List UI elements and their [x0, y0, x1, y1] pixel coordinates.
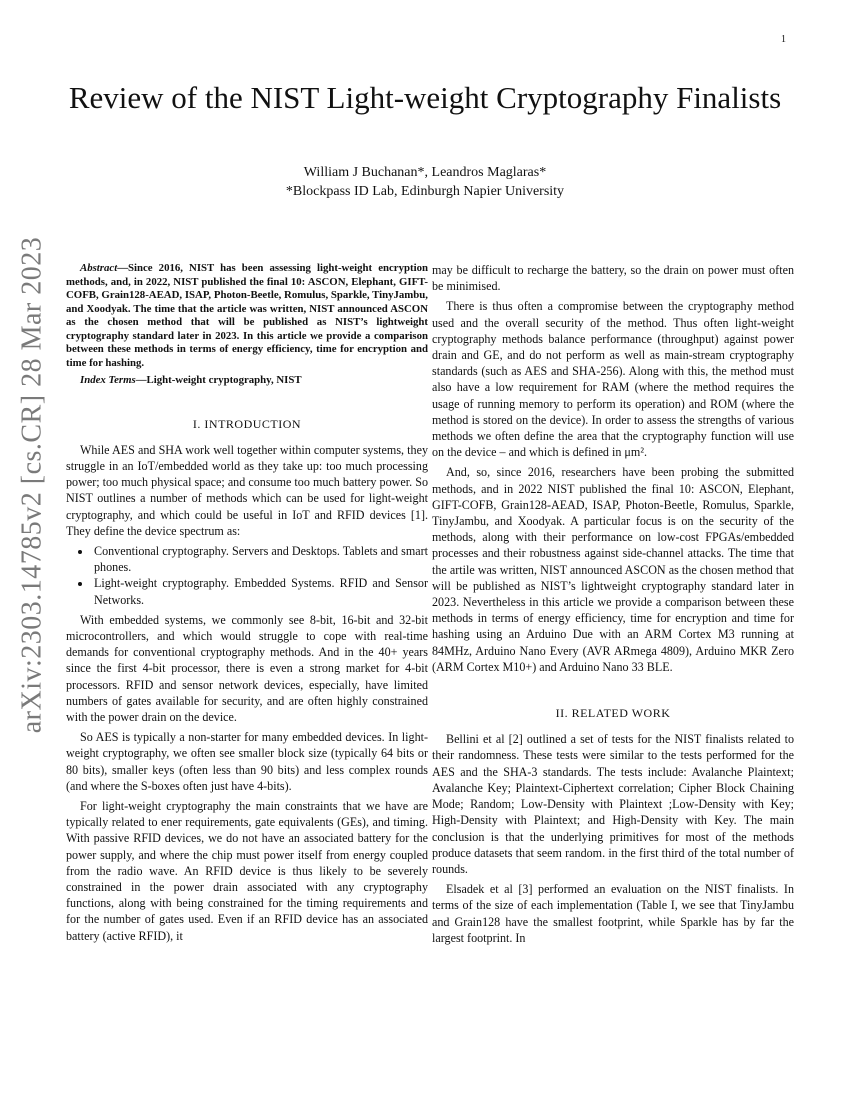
intro-paragraph-2: With embedded systems, we commonly see 8-bit, 16-bit and 32-bit microcontrollers, and which would struggle to cope with real-time demands for conventional cryptography methods. And in the 40+ years since the first 4-bit processor, there is even a strong market for 4-bit processors. RFID and sensor network devices, especially, have limited numbers of gates available for security, and are often highly constrained with the power drain on the device.: [66, 612, 428, 724]
list-item: • Light-weight cryptography. Embedded Systems. RFID and Sensor Networks.: [92, 575, 428, 607]
index-terms-label: Index Terms: [80, 374, 136, 386]
intro-paragraph-3: So AES is typically a non-starter for many embedded devices. In light-weight cryptography, we often see smaller block size (typically 64 bits or 80 bits), smaller keys (often less than 90 bits) and less complex rounds (and where the S-boxes often just have 4-bits).: [66, 730, 428, 793]
intro-paragraph-6: And, so, since 2016, researchers have been probing the submitted methods, and in 2022 NIST published the final 10: ASCON, Elephant, GIFT-COFB, Grain128-AEAD, ISAP, Photon-Beetle, Romulus, Sparkle, TinyJambu, and Xoodyak. A particular focus is on the security of the methods, along with their performance on low-cost FPGAs/embedded processes and their robustness against side-channel attacks. The time that the artile was written, NIST announced ASCON as the chosen method that will be published as NIST’s lightweight cryptography standard later in 2023. Nevertheless in this article we provide a comparison between these methods in terms of energy efficiency, time for encryption and time for hashing using an Arduino Due with an ARM Cortex M3 running at 84MHz, Arduino Nano Every (AVR ARmega 4809), Arduino MKR Zero (ARM Cortex M10+) and Arduino Nano 33 BLE.: [432, 465, 794, 674]
author-names: William J Buchanan*, Leandros Maglaras*: [303, 165, 547, 180]
section-heading-related-work: II. RELATED WORK: [555, 706, 671, 721]
index-terms-text: —Light-weight cryptography, NIST: [135, 374, 302, 386]
right-column: [432, 262, 794, 946]
intro-paragraph-5: There is thus often a compromise between the cryptography method used and the overall security of the method. Thus often light-weight cryptography methods balance performance (throughput) against power drain and GE, and do not perform as well as main-stream cryptography standards (such as AES and SHA-256). Along with this, the method must also have a low requirement for RAM (where the method requires the usage of running memory to perform its operation) and ROM (where the method is stored on the device). In order to assess the strengths of various methods we often define the area that the cryptography function will use on the device – and which is defined in μm².: [432, 299, 794, 460]
left-column: [66, 262, 428, 944]
abstract-label: Abstract: [80, 262, 118, 274]
related-work-paragraph-2: Elsadek et al [3] performed an evaluation on the NIST finalists. In terms of the size of each implementation (Table I, we see that TinyJambu and Grain128 have the smallest footprint, while Sparkle has by far the largest footprint. In: [432, 882, 794, 945]
intro-paragraph-4: For light-weight cryptography the main constraints that we have are typically related to ener requirements, gate equivalents (GEs), and timing. With passive RFID devices, we do not have an associated battery for the power supply, and where the chip must power itself from energy coupled from the radio wave. An RFID device is thus likely to be severely constrained in the power drain associated with any cryptography functions, along with being constrained for the timing requirements and for the number of gates used. Even if an RFID device has an associated battery (active RFID), it: [66, 798, 428, 943]
intro-paragraph-4-continued: may be difficult to recharge the battery, so the drain on power must often be minimised.: [432, 263, 794, 294]
related-work-paragraph-1: Bellini et al [2] outlined a set of tests for the NIST finalists related to their randomness. These tests were similar to the tests performed for the AES and the SHA-3 standards. The tests include: Avalanche Plaintext; Avalanche Key; Plaintext-Ciphertext correlation; Cipher Block Chaining Mode; Random; Low-Density with Plaintext ;Low-Density with Key; High-Density with Plaintext; and High-Density with Key. The main conclusion is that the underlying primitives for most of the methods produce datasets that seem random. in the first third of the total number of rounds.: [432, 732, 794, 876]
list-item: • Conventional cryptography. Servers and Desktops. Tablets and smart phones.: [92, 543, 428, 575]
section-heading-introduction: I. INTRODUCTION: [192, 416, 302, 431]
index-terms: [66, 374, 428, 388]
device-spectrum-list: [66, 543, 428, 608]
intro-paragraph-1: While AES and SHA work well together within computer systems, they struggle in an IoT/embedded world as they take up: too much processing power; too much physical space; and consume too much battery power. So NIST outlines a number of methods which can be used for light-weight cryptography, and which could be useful in IoT and RFID devices [1]. They define the device spectrum as:: [66, 442, 428, 538]
arxiv-identifier-text: arXiv:2303.14785v2 [cs.CR] 28 Mar 2023: [16, 236, 48, 734]
page-number: 1: [781, 34, 786, 45]
author-affiliation: *Blockpass ID Lab, Edinburgh Napier University: [285, 184, 565, 199]
arxiv-identifier-stamp: [12, 236, 52, 734]
abstract-text: —Since 2016, NIST has been assessing light-weight encryption methods, and, in 2022, NIST published the final 10: ASCON, Elephant, GIFT-COFB, Grain128-AEAD, ISAP, Photon-Beetle, Romulus, Sparkle, TinyJambu, and Xoodyak. The time that the article was written, NIST announced ASCON as the chosen method that will be published as NIST’s lightweight cryptography standard later in 2023. In this article we provide a comparison between these methods in terms of energy efficiency, time for encryption and time for hashing.: [66, 262, 428, 369]
author-block: [60, 163, 790, 201]
abstract: [66, 262, 428, 370]
paper-title: Review of the NIST Light-weight Cryptography Finalists: [68, 80, 782, 115]
